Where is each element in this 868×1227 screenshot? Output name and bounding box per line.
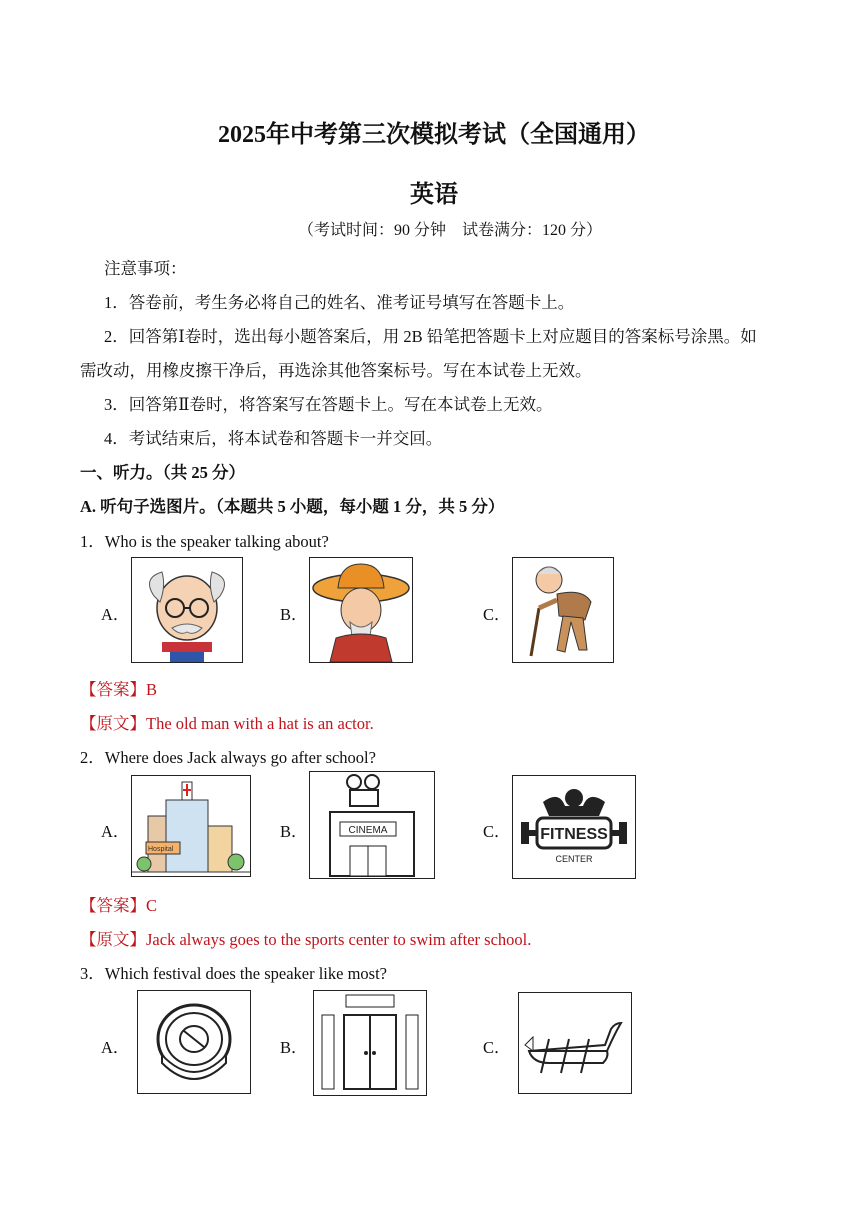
option-label: B． [280, 822, 308, 841]
note-item: 3．回答第Ⅱ卷时，将答案写在答题卡上。写在本试卷上无效。 [104, 395, 553, 414]
answer-text: 【答案】C [80, 896, 158, 915]
exam-info: （考试时间：90 分钟 试卷满分：120 分） [297, 222, 602, 239]
option-label: A． [101, 1038, 130, 1057]
notes-heading: 注意事项： [104, 259, 187, 278]
question-stem: 2．Where does Jack always go after school? [80, 748, 376, 767]
page-title: 2025年中考第三次模拟考试（全国通用） [218, 122, 650, 148]
note-item: 2．回答第Ⅰ卷时，选出每小题答案后，用 2B 铅笔把答题卡上对应题目的答案标号涂黑。如 [104, 327, 757, 346]
option-b-image-spring-couplets [313, 990, 427, 1096]
option-label: A． [101, 605, 130, 624]
option-label: C． [483, 1038, 511, 1057]
section-heading: 一、听力。（共 25 分） [80, 463, 245, 482]
question-stem: 1．Who is the speaker talking about? [80, 532, 329, 551]
option-b-image-old-man-hat [309, 557, 413, 663]
option-label: B． [280, 1038, 308, 1057]
note-item: 需改动，用橡皮擦干净后，再选涂其他答案标号。写在本试卷上无效。 [80, 361, 592, 380]
option-c-image-dragon-boat [518, 992, 632, 1094]
option-label: C． [483, 605, 511, 624]
option-a-image-old-man-glasses [131, 557, 243, 663]
option-label: B． [280, 605, 308, 624]
center-text: CENTER [555, 854, 593, 864]
option-a-image-mooncake [137, 990, 251, 1094]
option-a-image-hospital [131, 775, 251, 877]
note-item: 1．答卷前，考生务必将自己的姓名、准考证号填写在答题卡上。 [104, 293, 575, 312]
option-label: C． [483, 822, 511, 841]
option-label: A． [101, 822, 130, 841]
question-stem: 3．Which festival does the speaker like most? [80, 964, 387, 983]
option-b-image-cinema [309, 771, 435, 879]
option-c-image-fitness-center [512, 775, 636, 879]
answer-text: 【答案】B [80, 680, 158, 699]
hospital-sign: Hospital [148, 846, 174, 853]
part-heading: A. 听句子选图片。（本题共 5 小题，每小题 1 分，共 5 分） [80, 497, 505, 516]
fitness-text: FITNESS [540, 826, 608, 843]
cinema-sign: CINEMA [348, 825, 388, 836]
script-text: 【原文】The old man with a hat is an actor. [80, 714, 374, 733]
script-text: 【原文】Jack always goes to the sports center to swim after school. [80, 930, 532, 949]
option-c-image-old-man-cane [512, 557, 614, 663]
note-item: 4．考试结束后，将本试卷和答题卡一并交回。 [104, 429, 443, 448]
subject-title: 英语 [410, 182, 458, 208]
